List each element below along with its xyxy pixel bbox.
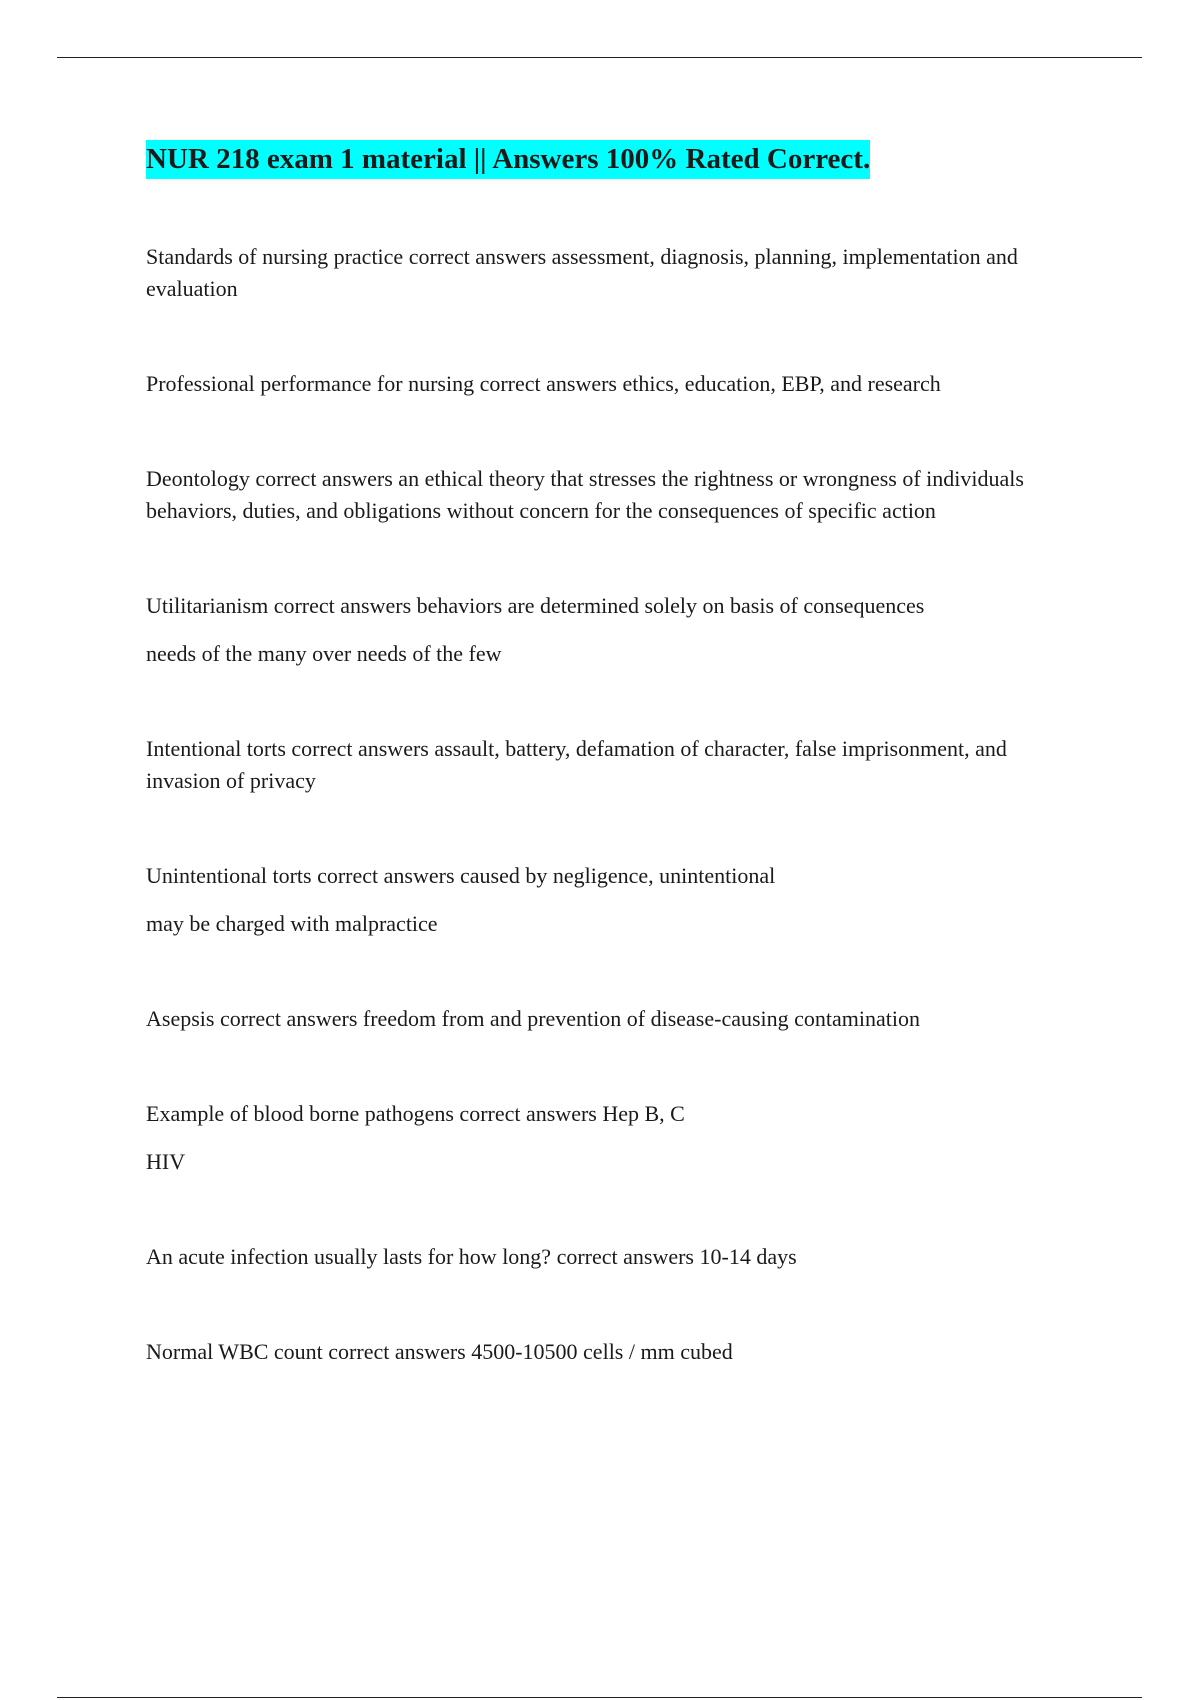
qa-entry bbox=[146, 1003, 1076, 1035]
qa-entry bbox=[146, 1241, 1076, 1273]
document-title: NUR 218 exam 1 material || Answers 100% Rated Correct. bbox=[146, 140, 870, 179]
qa-entry bbox=[146, 463, 1076, 527]
qa-entry-text: Professional performance for nursing correct answers ethics, education, EBP, and research bbox=[146, 371, 941, 396]
qa-entry-text: Deontology correct answers an ethical theory that stresses the rightness or wrongness of individuals behaviors, duties, and obligations without concern for the consequences of specific action bbox=[146, 466, 1024, 523]
qa-list bbox=[146, 241, 1076, 1368]
qa-entry-extra: HIV bbox=[146, 1149, 186, 1174]
qa-entry-text: An acute infection usually lasts for how long? correct answers 10-14 days bbox=[146, 1244, 797, 1269]
qa-entry bbox=[146, 590, 1076, 670]
qa-entry-text: Asepsis correct answers freedom from and prevention of disease-causing contamination bbox=[146, 1006, 921, 1031]
document-body bbox=[146, 140, 1076, 1431]
header-divider bbox=[57, 57, 1142, 58]
qa-entry bbox=[146, 1336, 1076, 1368]
qa-entry bbox=[146, 241, 1076, 305]
qa-entry bbox=[146, 368, 1076, 400]
qa-entry bbox=[146, 860, 1076, 940]
qa-entry bbox=[146, 1098, 1076, 1178]
qa-entry-text: Utilitarianism correct answers behaviors are determined solely on basis of consequences bbox=[146, 593, 925, 618]
qa-entry-text: Unintentional torts correct answers caused by negligence, unintentional bbox=[146, 863, 776, 888]
qa-entry-extra: needs of the many over needs of the few bbox=[146, 641, 502, 666]
qa-entry-text: Intentional torts correct answers assault, battery, defamation of character, false imprisonment, and invasion of privacy bbox=[146, 736, 1007, 793]
footer-divider bbox=[57, 1697, 1142, 1698]
qa-entry-extra: may be charged with malpractice bbox=[146, 911, 438, 936]
qa-entry-text: Normal WBC count correct answers 4500-10500 cells / mm cubed bbox=[146, 1339, 733, 1364]
qa-entry-text: Example of blood borne pathogens correct answers Hep B, C bbox=[146, 1101, 685, 1126]
qa-entry bbox=[146, 733, 1076, 797]
qa-entry-text: Standards of nursing practice correct answers assessment, diagnosis, planning, implementation and evaluation bbox=[146, 244, 1018, 301]
